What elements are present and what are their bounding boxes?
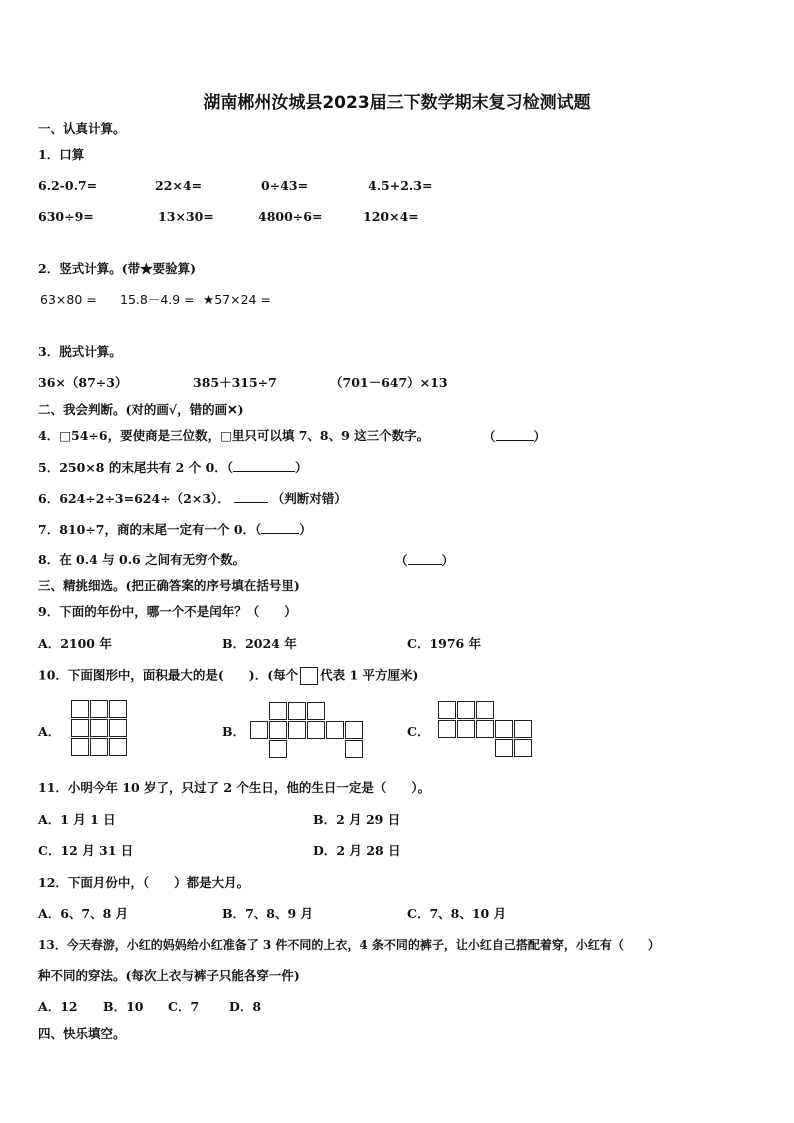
grid-cell — [269, 740, 287, 758]
q8-text: 8．在 0.4 与 0.6 之间有无穷个数。 — [38, 552, 246, 567]
q1-item: 4800÷6= — [258, 209, 323, 224]
grid-cell — [307, 702, 325, 720]
q12-text: 12．下面月份中，（ ）都是大月。 — [38, 875, 250, 890]
q13-text-line1: 13．今天春游，小红的妈妈给小红准备了 3 件不同的上衣，4 条不同的裤子，让小红自己搭配着穿，小红有（ ） — [38, 938, 660, 952]
grid-cell — [345, 740, 363, 758]
answer-blank[interactable] — [233, 459, 295, 472]
grid-cell — [71, 700, 89, 718]
grid-cell — [514, 720, 532, 738]
grid-cell — [109, 719, 127, 737]
q6-text: 6．624÷2÷3=624÷（2×3）． （判断对错） — [38, 491, 347, 506]
grid-cell — [269, 702, 287, 720]
q10-option-b[interactable]: B． — [222, 724, 246, 739]
grid-cell — [495, 720, 513, 738]
page-title: 湖南郴州汝城县2023届三下数学期末复习检测试题 — [203, 93, 591, 113]
q2-item: 15.8－4.9 = — [120, 292, 195, 307]
grid-cell — [307, 721, 325, 739]
grid-cell — [438, 701, 456, 719]
grid-cell — [476, 720, 494, 738]
q11-option-d[interactable]: D．2 月 28 日 — [313, 843, 401, 858]
grid-cell — [345, 721, 363, 739]
q2-item: 63×80 = — [40, 292, 97, 307]
q1-item: 6.2-0.7= — [38, 178, 98, 193]
q1-item: 4.5+2.3= — [368, 178, 433, 193]
q13-option-c[interactable]: C．7 — [168, 999, 200, 1014]
q3-item: 36×（87÷3） — [38, 375, 128, 390]
q1-item: 22×4= — [155, 178, 203, 193]
q12-option-b[interactable]: B．7、8、9 月 — [222, 906, 314, 921]
q1-item: 0÷43= — [261, 178, 309, 193]
q13-option-b[interactable]: B．10 — [103, 999, 144, 1014]
section-1-heading: 一、认真计算。 — [38, 121, 126, 136]
q12-option-c[interactable]: C．7、8、10 月 — [407, 906, 507, 921]
q3-item: 385＋315÷7 — [193, 375, 277, 390]
q1-item: 13×30= — [158, 209, 214, 224]
grid-cell — [457, 720, 475, 738]
q2-item: ★57×24 = — [203, 292, 271, 307]
q11-option-b[interactable]: B．2 月 29 日 — [313, 812, 401, 827]
section-3-heading: 三、精挑细选。(把正确答案的序号填在括号里) — [38, 578, 300, 593]
grid-cell — [457, 701, 475, 719]
grid-cell — [90, 719, 108, 737]
grid-cell — [269, 721, 287, 739]
q2-label: 2．竖式计算。(带★要验算) — [38, 261, 197, 276]
grid-cell — [514, 739, 532, 757]
grid-cell — [109, 738, 127, 756]
q11-text: 11．小明今年 10 岁了，只过了 2 个生日，他的生日一定是（ ）。 — [38, 780, 431, 795]
q13-option-d[interactable]: D．8 — [229, 999, 262, 1014]
grid-cell — [288, 702, 306, 720]
grid-cell — [71, 738, 89, 756]
q4-answer[interactable]: （ ） — [483, 429, 547, 444]
grid-cell — [71, 719, 89, 737]
q3-label: 3．脱式计算。 — [38, 344, 122, 359]
unit-square-icon — [300, 667, 318, 685]
answer-blank[interactable] — [261, 521, 299, 534]
q11-option-a[interactable]: A．1 月 1 日 — [38, 812, 116, 827]
grid-cell — [495, 739, 513, 757]
answer-blank[interactable] — [408, 552, 442, 565]
grid-cell — [288, 721, 306, 739]
q11-option-c[interactable]: C．12 月 31 日 — [38, 843, 134, 858]
q5-text: 5．250×8 的末尾共有 2 个 0．（ ） — [38, 460, 308, 475]
section-2-heading: 二、我会判断。(对的画√，错的画✕) — [38, 402, 244, 417]
q1-item: 630÷9= — [38, 209, 94, 224]
q10-text: 10．下面图形中，面积最大的是( )．(每个 代表 1 平方厘米) — [38, 667, 418, 685]
grid-cell — [109, 700, 127, 718]
q10-option-a[interactable]: A． — [38, 724, 61, 739]
q9-option-c[interactable]: C．1976 年 — [407, 636, 482, 651]
q1-label: 1．口算 — [38, 147, 85, 162]
q4-text: 4．□54÷6，要使商是三位数，□里只可以填 7、8、9 这三个数字。 — [38, 428, 430, 443]
q9-option-b[interactable]: B．2024 年 — [222, 636, 297, 651]
grid-cell — [326, 721, 344, 739]
grid-cell — [90, 700, 108, 718]
q3-item: （701－647）×13 — [330, 375, 448, 390]
q9-text: 9．下面的年份中，哪一个不是闰年？（ ） — [38, 604, 297, 619]
q8-answer[interactable]: （ ） — [395, 553, 455, 568]
grid-cell — [250, 721, 268, 739]
q13-text-line2: 种不同的穿法。(每次上衣与裤子只能各穿一件) — [38, 968, 300, 983]
q10-option-c[interactable]: C． — [407, 724, 430, 739]
q12-option-a[interactable]: A．6、7、8 月 — [38, 906, 129, 921]
q1-item: 120×4= — [363, 209, 419, 224]
q7-text: 7．810÷7，商的末尾一定有一个 0．（ ） — [38, 522, 312, 537]
answer-blank[interactable] — [496, 428, 534, 441]
answer-blank[interactable] — [234, 490, 268, 503]
grid-cell — [476, 701, 494, 719]
grid-cell — [438, 720, 456, 738]
q13-option-a[interactable]: A．12 — [38, 999, 78, 1014]
section-4-heading: 四、快乐填空。 — [38, 1026, 126, 1041]
grid-cell — [90, 738, 108, 756]
q9-option-a[interactable]: A．2100 年 — [38, 636, 112, 651]
